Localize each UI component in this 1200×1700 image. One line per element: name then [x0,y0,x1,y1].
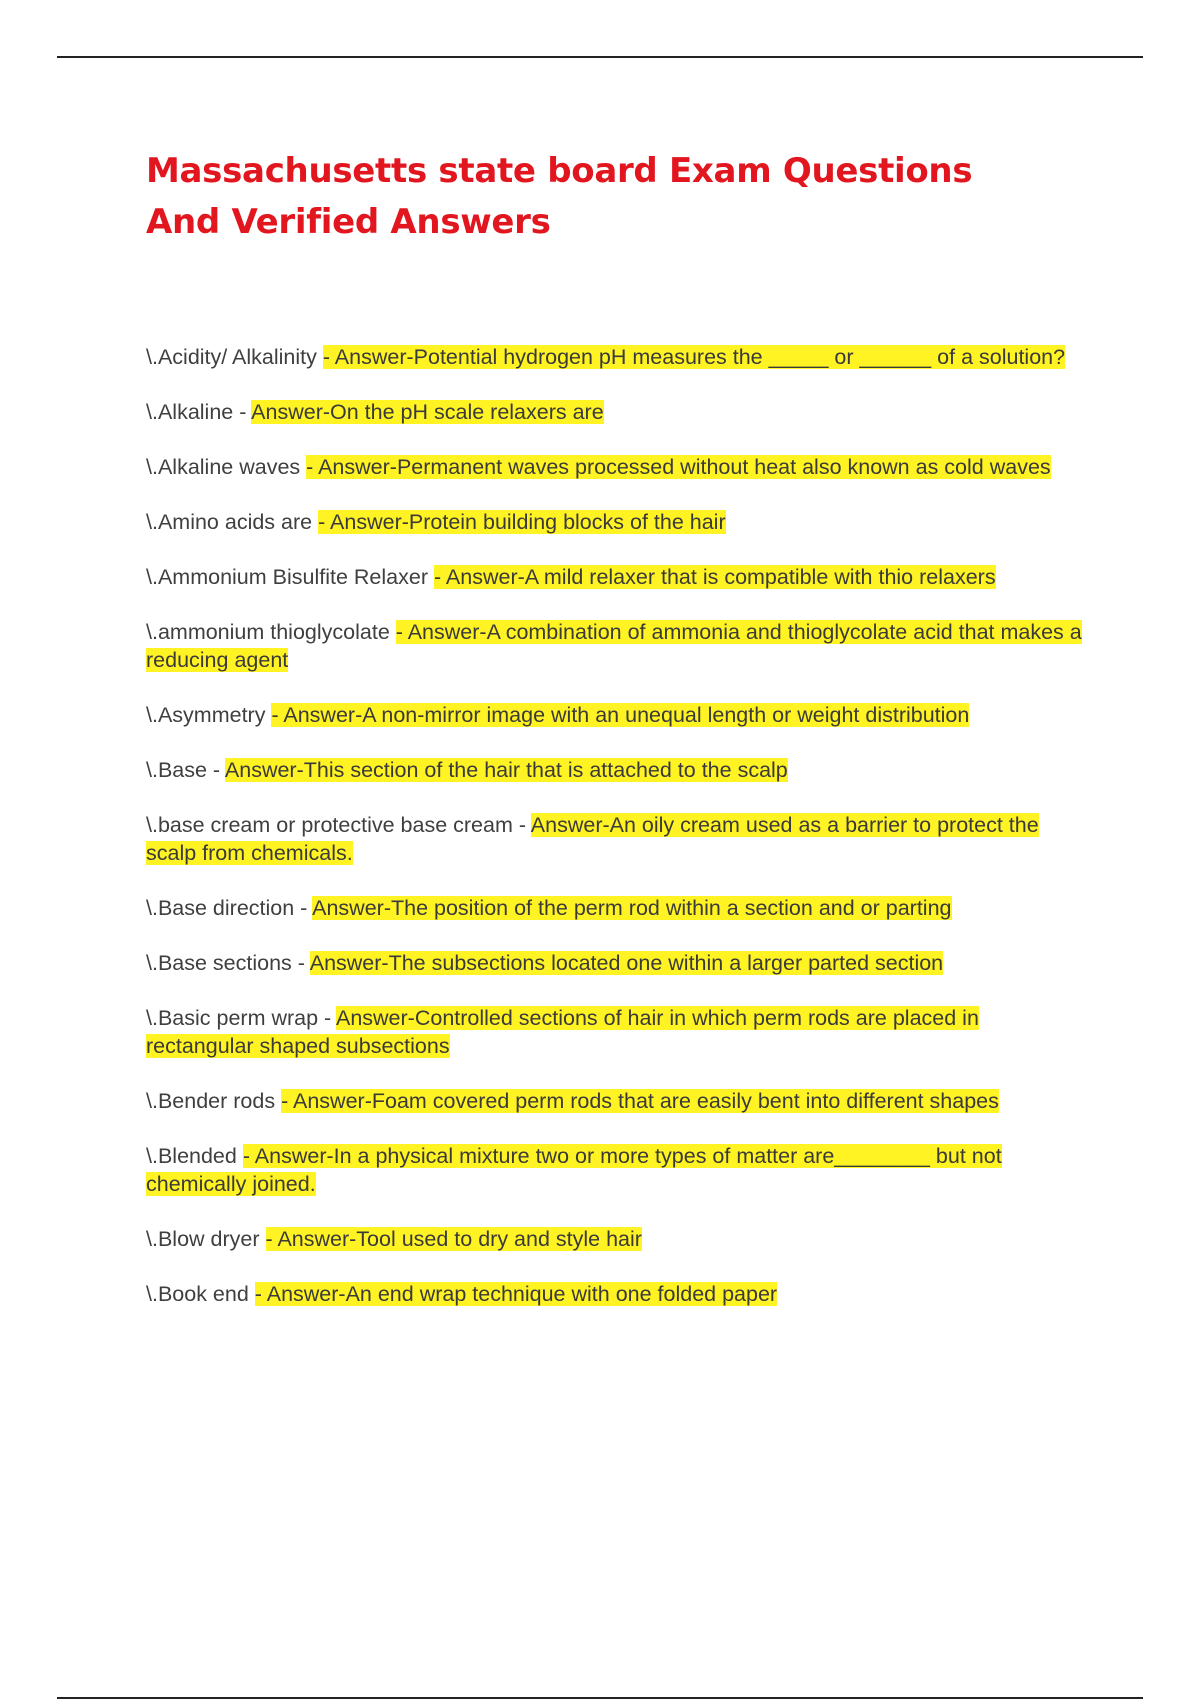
qa-item [146,811,1086,867]
qa-item [146,949,1086,977]
qa-item [146,563,1086,591]
qa-term: \.Base direction - [146,896,308,920]
qa-term: \.Alkaline waves [146,455,301,479]
qa-answer: Answer-The subsections located one within a larger parted section [309,951,944,975]
qa-term: \.Amino acids are [146,510,313,534]
qa-item [146,398,1086,426]
qa-answer: - Answer-An end wrap technique with one folded paper [254,1282,778,1306]
qa-answer: Answer-Controlled sections of hair in which perm rods are placed in rectangular shaped subsections [146,1006,979,1058]
qa-term: \.base cream or protective base cream - [146,813,526,837]
qa-item [146,618,1086,674]
qa-answer: Answer-The position of the perm rod within a section and or parting [312,896,952,920]
qa-term: \.Alkaline - [146,400,247,424]
qa-list [146,343,1086,1335]
qa-term: \.Blended [146,1144,237,1168]
qa-item [146,756,1086,784]
qa-item [146,894,1086,922]
qa-answer: - Answer-Potential hydrogen pH measures the _____ or ______ of a solution? [322,345,1066,369]
qa-term: \.Ammonium Bisulfite Relaxer [146,565,428,589]
qa-answer: - Answer-A combination of ammonia and thioglycolate acid that makes a reducing agent [146,620,1082,672]
qa-term: \.Base - [146,758,221,782]
qa-answer: - Answer-A non-mirror image with an unequal length or weight distribution [271,703,970,727]
qa-term: \.Acidity/ Alkalinity [146,345,317,369]
qa-term: \.Bender rods [146,1089,276,1113]
qa-term: \.Base sections - [146,951,305,975]
qa-answer: - Answer-A mild relaxer that is compatible with thio relaxers [433,565,996,589]
qa-answer: - Answer-Permanent waves processed without heat also known as cold waves [306,455,1051,479]
qa-item [146,1225,1086,1253]
qa-answer: Answer-On the pH scale relaxers are [251,400,604,424]
qa-answer: - Answer-Foam covered perm rods that are easily bent into different shapes [281,1089,999,1113]
qa-answer: Answer-This section of the hair that is attached to the scalp [224,758,788,782]
qa-item [146,1087,1086,1115]
qa-item [146,1004,1086,1060]
footer-rule [57,1697,1143,1699]
qa-answer: - Answer-Tool used to dry and style hair [265,1227,642,1251]
qa-item [146,343,1086,371]
qa-item [146,701,1086,729]
qa-term: \.Basic perm wrap - [146,1006,332,1030]
qa-item [146,453,1086,481]
qa-term: \.Blow dryer [146,1227,260,1251]
qa-item [146,1280,1086,1308]
qa-answer: - Answer-In a physical mixture two or more types of matter are________ but not chemically joined. [146,1144,1002,1196]
qa-term: \.Book end [146,1282,249,1306]
header-rule [57,56,1143,58]
qa-answer: Answer-An oily cream used as a barrier to protect the scalp from chemicals. [146,813,1039,865]
qa-term: \.Asymmetry [146,703,266,727]
qa-answer: - Answer-Protein building blocks of the hair [318,510,726,534]
qa-term: \.ammonium thioglycolate [146,620,390,644]
document-title: Massachusetts state board Exam Questions And Verified Answers [146,151,973,242]
qa-item [146,508,1086,536]
qa-item [146,1142,1086,1198]
